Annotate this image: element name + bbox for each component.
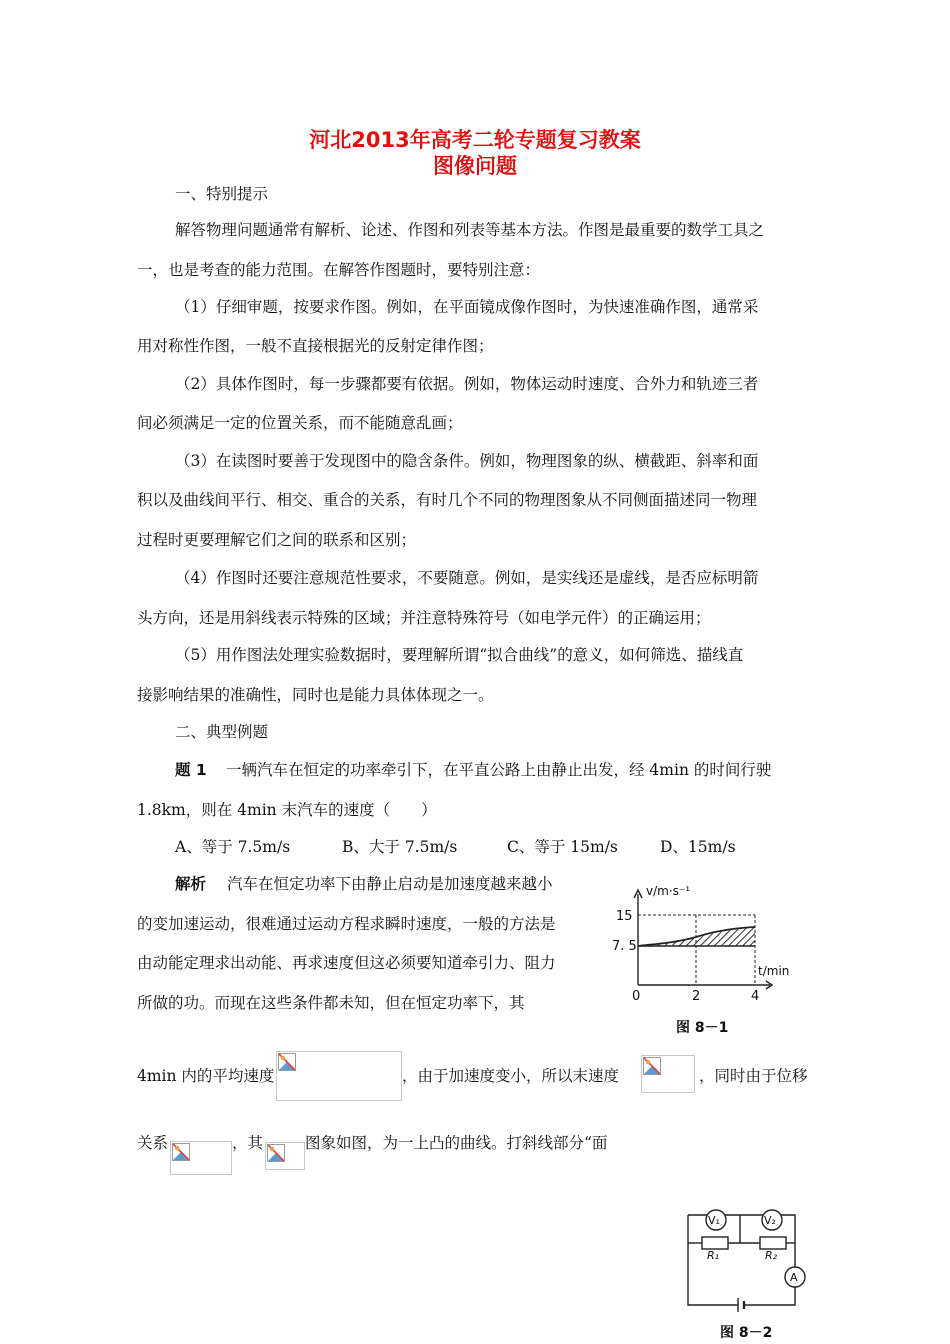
section-heading-examples: 二、典型例题 [175,723,269,741]
document-title: 河北2013年高考二轮专题复习教案 [309,128,641,152]
paragraph-line: 积以及曲线间平行、相交、重合的关系，有时几个不同的物理图象从不同侧面描述同一物理 [137,491,758,509]
analysis-text: 所做的功。而现在这些条件都未知，但在恒定功率下，其 [137,994,525,1012]
question-text: 1.8km，则在 4min 末汽车的速度（ ） [137,801,437,819]
paragraph-line: 间必须满足一定的位置关系，而不能随意乱画； [137,414,463,432]
paragraph-line: 一，也是考查的能力范围。在解答作图题时，要特别注意： [137,261,541,279]
broken-image-icon [172,1143,190,1161]
paragraph-line: 接影响结果的准确性，同时也是能力具体体现之一。 [137,686,494,704]
x-tick-label: 2 [692,989,701,1004]
paragraph-line: 解答物理问题通常有解析、论述、作图和列表等基本方法。作图是最重要的数学工具之 [175,221,765,239]
document-subtitle: 图像问题 [433,154,517,178]
formula-image-placeholder [265,1142,305,1170]
ammeter-label: A [790,1271,798,1284]
voltmeter-v2-label: V₂ [764,1214,776,1227]
paragraph-line: （5）用作图法处理实验数据时，要理解所谓“拟合曲线”的意义，如何筛选、描线直 [175,646,744,664]
option-c: C、等于 15m/s [507,838,618,856]
analysis-label: 解析 [175,875,207,893]
figure-8-2-caption: 图 8－2 [720,1325,773,1341]
figure-8-1-vt-graph [610,880,800,1010]
paragraph-line: （2）具体作图时，每一步骤都要有依据。例如，物体运动时速度、合外力和轨迹三者 [175,375,759,393]
analysis-text: 汽车在恒定功率下由静止启动是加速度越来越小 [227,875,553,893]
analysis-text: 由动能定理求出动能、再求速度但这必须要知道牵引力、阻力 [137,954,556,972]
resistor-r2-label: R₂ [765,1249,778,1262]
paragraph-line: （4）作图时还要注意规范性要求，不要随意。例如，是实线还是虚线，是否应标明箭 [175,569,759,587]
resistor-r1-label: R₁ [707,1249,720,1262]
paragraph-line: 头方向，还是用斜线表示特殊的区域；并注意特殊符号（如电学元件）的正确运用； [137,609,711,627]
analysis-text: ，其 [232,1134,264,1152]
formula-image-placeholder [641,1055,695,1093]
formula-image-placeholder [276,1051,402,1101]
x-tick-label: 4 [751,989,760,1004]
analysis-text: 的变加速运动，很难通过运动方程求瞬时速度，一般的方法是 [137,915,556,933]
voltmeter-v1-label: V₁ [708,1214,720,1227]
analysis-text: 关系 [137,1134,169,1152]
y-tick-label: 7. 5 [612,939,637,954]
paragraph-line: 用对称性作图，一般不直接根据光的反射定律作图； [137,337,494,355]
option-d: D、15m/s [660,838,736,856]
section-heading-tips: 一、特别提示 [175,185,269,203]
question-text: 一辆汽车在恒定的功率牵引下，在平直公路上由静止出发，经 4min 的时间行驶 [226,761,772,779]
y-tick-label: 15 [616,909,633,924]
y-axis-label: v/m·s⁻¹ [646,884,691,898]
broken-image-icon [267,1144,285,1162]
option-a: A、等于 7.5m/s [175,838,291,856]
analysis-text: 4min 内的平均速度 [137,1067,275,1085]
analysis-text: ，由于加速度变小，所以末速度 [402,1067,620,1085]
figure-8-1-caption: 图 8－1 [676,1020,729,1036]
analysis-text: 图象如图，为一上凸的曲线。打斜线部分“面 [305,1134,608,1152]
analysis-text: ，同时由于位移 [699,1067,808,1085]
question-label: 题 1 [175,761,207,779]
option-b: B、大于 7.5m/s [342,838,458,856]
broken-image-icon [278,1053,296,1071]
paragraph-line: （3）在读图时要善于发现图中的隐含条件。例如，物理图象的纵、横截距、斜率和面 [175,452,759,470]
x-tick-label: 0 [632,989,641,1004]
paragraph-line: 过程时更要理解它们之间的联系和区别； [137,531,417,549]
paragraph-line: （1）仔细审题，按要求作图。例如，在平面镜成像作图时，为快速准确作图，通常采 [175,298,759,316]
x-axis-label: t/min [758,964,790,978]
formula-image-placeholder [170,1141,232,1175]
broken-image-icon [643,1057,661,1075]
figure-8-2-circuit [680,1205,820,1317]
